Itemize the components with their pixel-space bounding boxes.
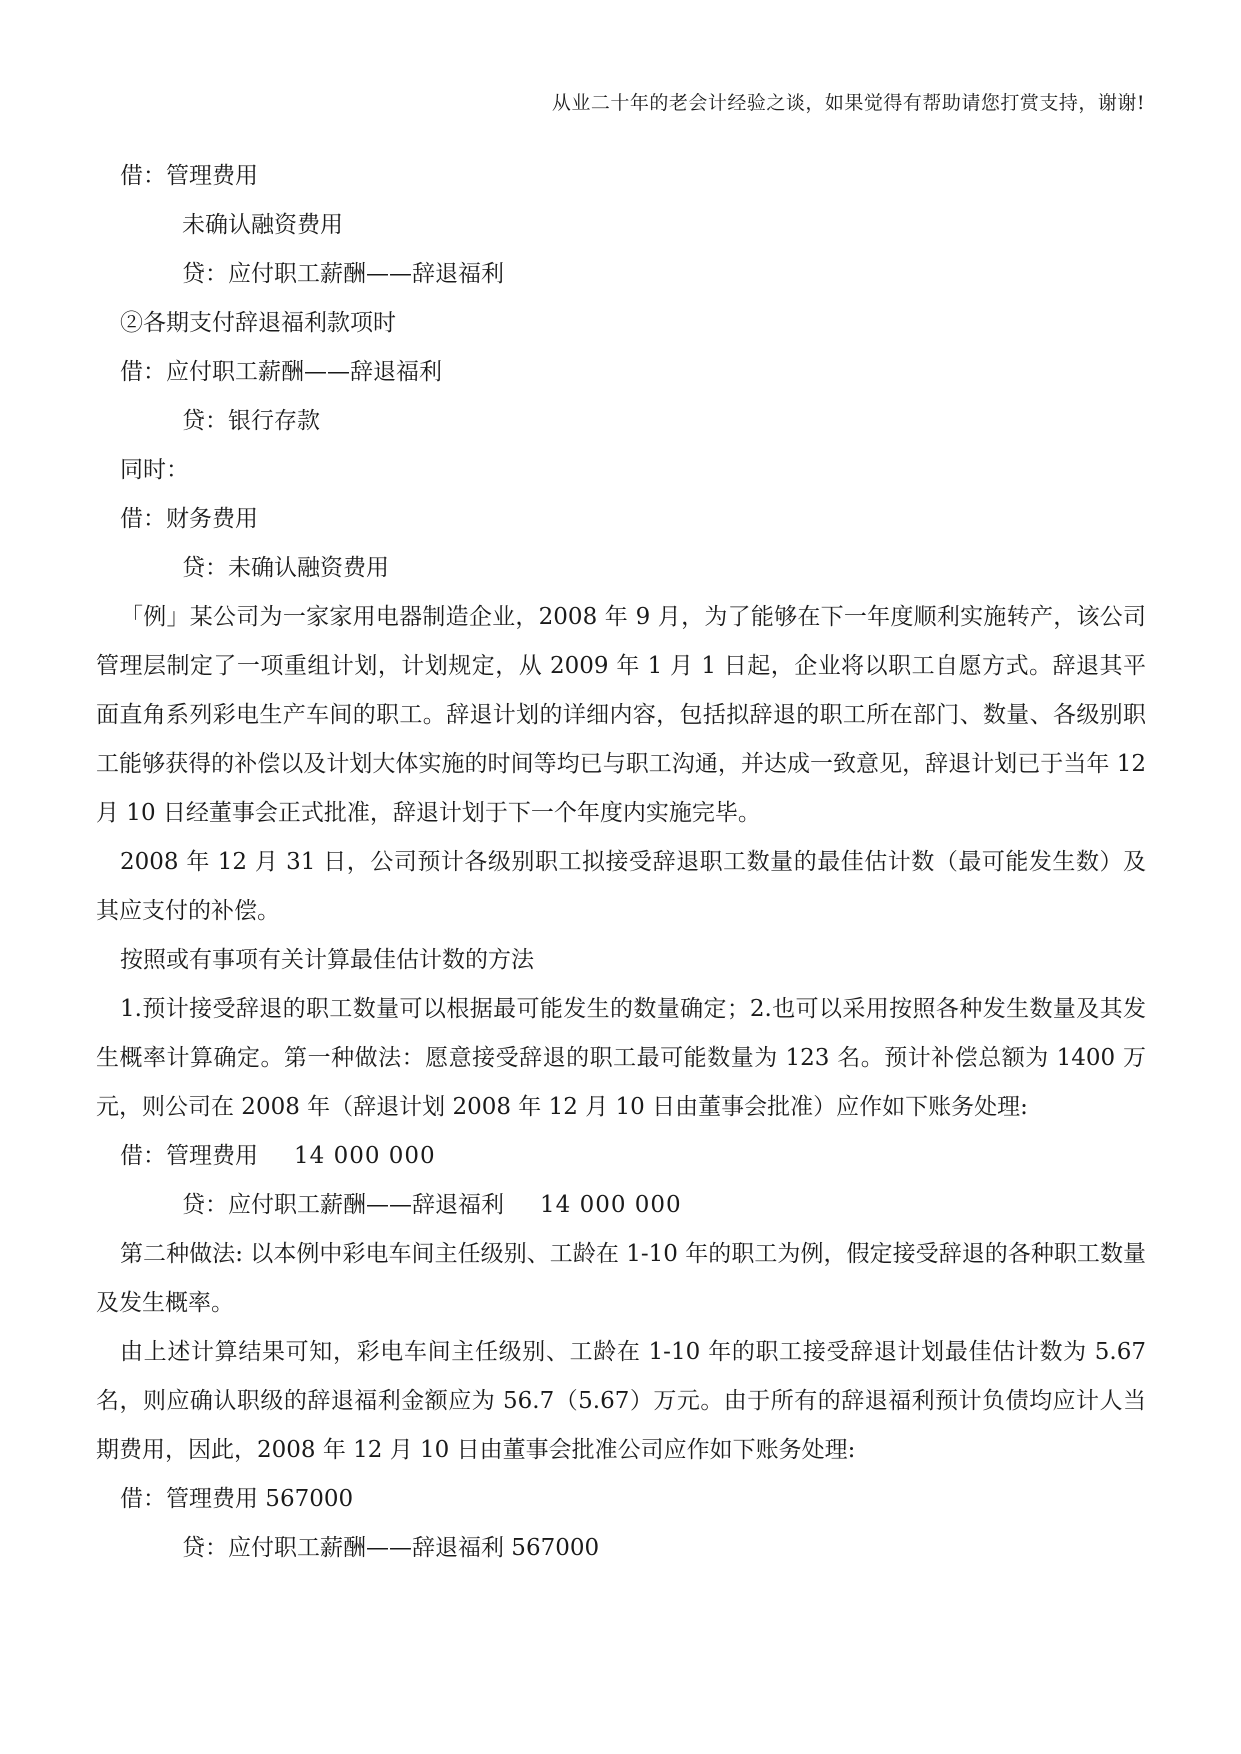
entry-amount: 14 000 000 [294,1143,436,1169]
entry-line-debit [96,1132,1146,1181]
result-paragraph: 由上述计算结果可知，彩电车间主任级别、工龄在 1-10 年的职工接受辞退计划最佳估计数为 5.67 名，则应确认职级的辞退福利金额应为 56.7（5.67）万元。由于所有的辞退福利预计负债均应计人当期费用，因此，2008 年 12 月 10 日由董事会批准公司应作如下账务处理: [96,1339,1146,1463]
method-paragraph: 按照或有事项有关计算最佳估计数的方法 [120,947,534,973]
entry-line: 借：财务费用 [120,506,258,532]
document-body [96,152,1146,1573]
entry-line: ②各期支付辞退福利款项时 [120,310,396,336]
entry-line-debit: 借：管理费用 567000 [120,1486,354,1512]
header-note: 从业二十年的老会计经验之谈，如果觉得有帮助请您打赏支持，谢谢! [551,92,1145,114]
entry-label: 贷：应付职工薪酬——辞退福利 [182,1192,504,1218]
entry-line: 贷：银行存款 [182,408,320,434]
entry-line: 贷：未确认融资费用 [182,555,389,581]
method-one-paragraph: 1.预计接受辞退的职工数量可以根据最可能发生的数量确定；2.也可以采用按照各种发生数量及其发生概率计算确定。第一种做法：愿意接受辞退的职工最可能数量为 123 名。预计补偿总额为 1400 万元，则公司在 2008 年（辞退计划 2008 年 12 月 10 日由董事会批准）应作如下账务处理: [96,996,1146,1120]
example-paragraph: 「例」某公司为一家家用电器制造企业，2008 年 9 月，为了能够在下一年度顺利实施转产，该公司管理层制定了一项重组计划，计划规定，从 2009 年 1 月 1 日起，企业将以职工自愿方式。辞退其平面直角系列彩电生产车间的职工。辞退计划的详细内容，包括拟辞退的职工所在部门、数量、各级别职工能够获得的补偿以及计划大体实施的时间等均已与职工沟通，并达成一致意见，辞退计划已于当年 12 月 10 日经董事会正式批准，辞退计划于下一个年度内实施完毕。 [96,604,1146,826]
entry-line: 同时： [120,457,189,483]
entry-line-credit [96,1181,1146,1230]
entry-line: 借：管理费用 [120,163,258,189]
entry-label: 借：管理费用 [120,1143,258,1169]
entry-line: 未确认融资费用 [182,212,343,238]
method-two-paragraph: 第二种做法: 以本例中彩电车间主任级别、工龄在 1-10 年的职工为例，假定接受辞退的各种职工数量及发生概率。 [96,1241,1146,1316]
entry-line-credit: 贷：应付职工薪酬——辞退福利 567000 [182,1535,600,1561]
entry-line: 借：应付职工薪酬——辞退福利 [120,359,442,385]
entry-amount: 14 000 000 [540,1192,682,1218]
entry-line: 贷：应付职工薪酬——辞退福利 [182,261,504,287]
estimate-paragraph: 2008 年 12 月 31 日，公司预计各级别职工拟接受辞退职工数量的最佳估计数（最可能发生数）及其应支付的补偿。 [96,849,1146,924]
